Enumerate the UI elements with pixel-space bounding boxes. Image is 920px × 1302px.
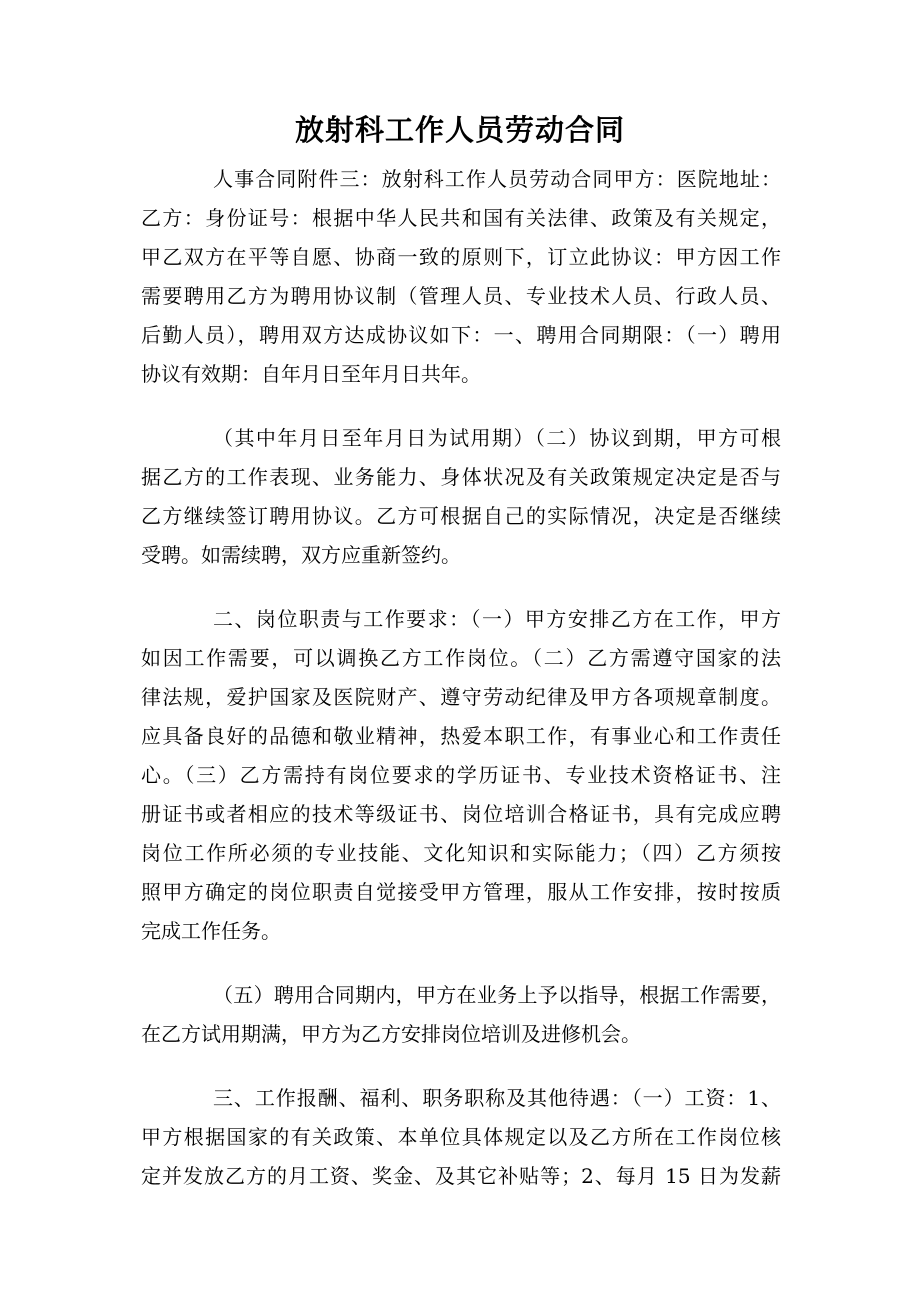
paragraph-gap: [141, 394, 781, 419]
paragraph-line: 岗位工作所必须的专业技能、文化知识和实际能力；（四）乙方须按: [141, 841, 781, 865]
paragraph-line: 照甲方确定的岗位职责自觉接受甲方管理，服从工作安排，按时按质: [141, 880, 781, 904]
paragraph-line: （五）聘用合同期内，甲方在业务上予以指导，根据工作需要，: [213, 983, 781, 1007]
paragraph-line: 在乙方试用期满，甲方为乙方安排岗位培训及进修机会。: [141, 1022, 641, 1046]
paragraph-4: [141, 976, 781, 1054]
paragraph-line: 如因工作需要，可以调换乙方工作岗位。（二）乙方需遵守国家的法: [141, 646, 781, 670]
paragraph-line: 乙方：身份证号：根据中华人民共和国有关法律、政策及有关规定，: [141, 206, 781, 230]
paragraph-line: 定并发放乙方的月工资、奖金、及其它补贴等；2、每月 15 日为发薪: [141, 1164, 781, 1188]
paragraph-line: 甲方根据国家的有关政策、本单位具体规定以及乙方所在工作岗位核: [141, 1125, 781, 1149]
paragraph-line: 应具备良好的品德和敬业精神，热爱本职工作，有事业心和工作责任: [141, 724, 781, 748]
paragraph-gap: [141, 575, 781, 600]
paragraph-line: 据乙方的工作表现、业务能力、身体状况及有关政策规定决定是否与: [141, 465, 781, 489]
paragraph-gap: [141, 1054, 781, 1079]
paragraph-line: 受聘。如需续聘，双方应重新签约。: [141, 543, 461, 567]
paragraph-line: 二、岗位职责与工作要求：（一）甲方安排乙方在工作，甲方: [213, 607, 781, 631]
paragraph-line: 人事合同附件三：放射科工作人员劳动合同甲方：医院地址：: [213, 167, 781, 191]
paragraph-line: 需要聘用乙方为聘用协议制（管理人员、专业技术人员、行政人员、: [141, 284, 781, 308]
paragraph-line: 甲乙双方在平等自愿、协商一致的原则下，订立此协议：甲方因工作: [141, 245, 781, 269]
paragraph-line: 三、工作报酬、福利、职务职称及其他待遇：（一）工资：1、: [213, 1086, 781, 1110]
paragraph-5: [141, 1079, 781, 1196]
paragraph-line: 册证书或者相应的技术等级证书、岗位培训合格证书，具有完成应聘: [141, 802, 781, 826]
paragraph-gap: [141, 951, 781, 976]
paragraph-line: 后勤人员），聘用双方达成协议如下：一、聘用合同期限：（一）聘用: [141, 323, 781, 347]
document-body: [141, 160, 781, 1196]
paragraph-line: 乙方继续签订聘用协议。乙方可根据自己的实际情况，决定是否继续: [141, 504, 781, 528]
paragraph-line: 律法规，爱护国家及医院财产、遵守劳动纪律及甲方各项规章制度。: [141, 685, 781, 709]
document-title: 放射科工作人员劳动合同: [294, 113, 625, 147]
paragraph-line: （其中年月日至年月日为试用期）（二）协议到期，甲方可根: [213, 426, 781, 450]
paragraph-3: [141, 600, 781, 951]
paragraph-1: [141, 160, 781, 394]
paragraph-line: 心。（三）乙方需持有岗位要求的学历证书、专业技术资格证书、注: [141, 763, 781, 787]
paragraph-line: 协议有效期：自年月日至年月日共年。: [141, 362, 481, 386]
paragraph-line: 完成工作任务。: [141, 919, 281, 943]
paragraph-2: [141, 419, 781, 575]
